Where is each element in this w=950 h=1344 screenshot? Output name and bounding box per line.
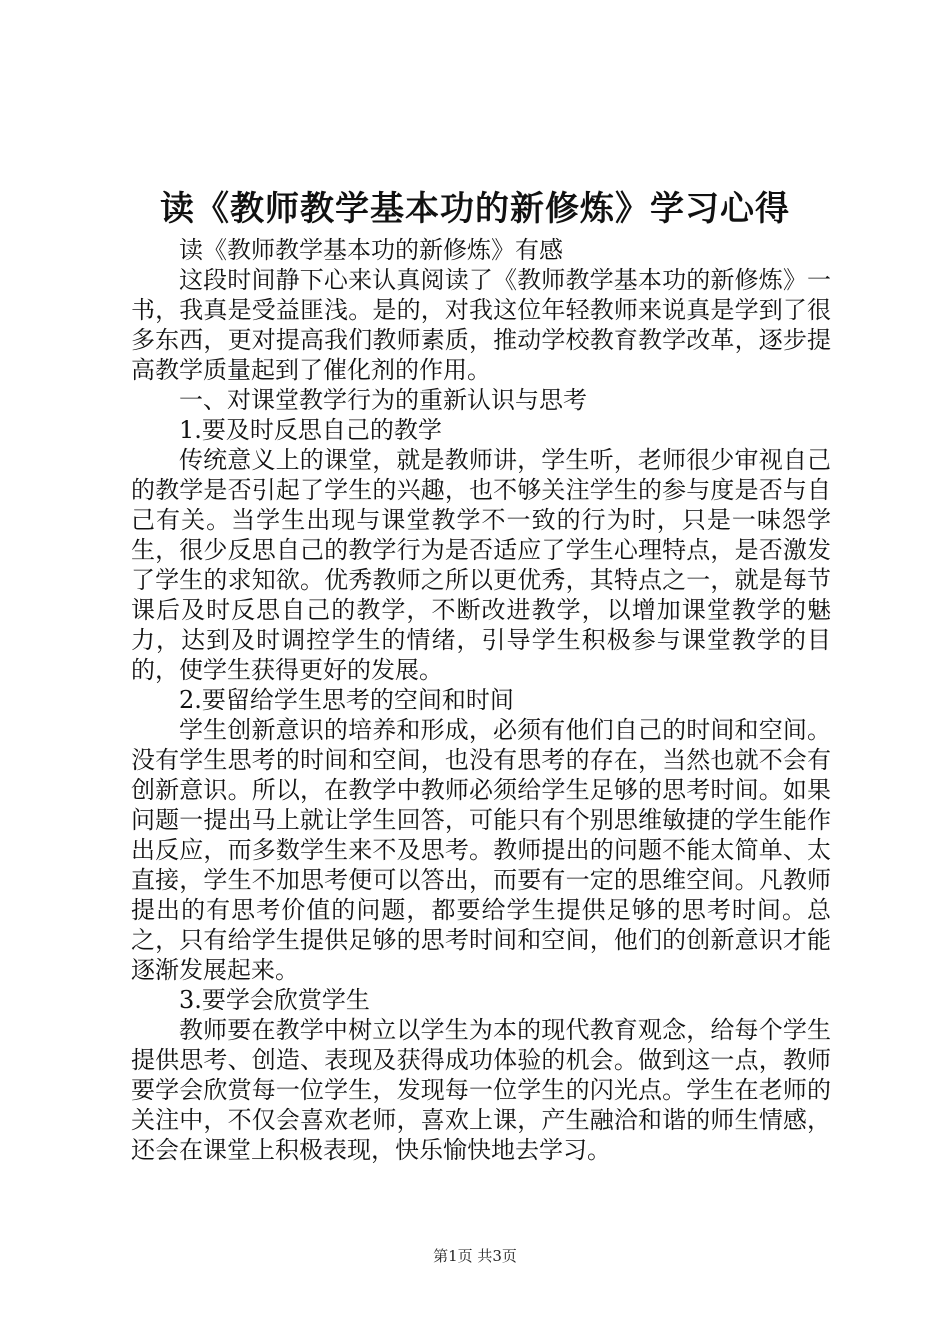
subheading-2: 2.要留给学生思考的空间和时间 bbox=[179, 686, 514, 714]
paragraph-appreciation: 教师要在教学中树立以学生为本的现代教育观念，给每个学生提供思考、创造、表现及获得成功体验的机会。做到这一点，教师要学会欣赏每一位学生，发现每一位学生的闪光点。学生在老师的关注中，不仅会喜欢老师，喜欢上课，产生融洽和谐的师生情感，还会在课堂上积极表现，快乐愉快地去学习。 bbox=[131, 1016, 831, 1164]
subheading-3: 3.要学会欣赏学生 bbox=[179, 986, 370, 1014]
paragraph-subtitle: 读《教师教学基本功的新修炼》有感 bbox=[179, 236, 563, 264]
subheading-1: 1.要及时反思自己的教学 bbox=[179, 416, 442, 444]
page-number-footer: 第1页 共3页 bbox=[433, 1247, 517, 1265]
paragraph-reflection: 传统意义上的课堂，就是教师讲，学生听，老师很少审视自己的教学是否引起了学生的兴趣，也不够关注学生的参与度是否与自己有关。当学生出现与课堂教学不一致的行为时，只是一味怨学生，很少反思自己的教学行为是否适应了学生心理特点，是否激发了学生的求知欲。优秀教师之所以更优秀，其特点之一，就是每节课后及时反思自己的教学，不断改进教学，以增加课堂教学的魅力，达到及时调控学生的情绪，引导学生积极参与课堂教学的目的，使学生获得更好的发展。 bbox=[131, 446, 831, 684]
document-title: 读《教师教学基本功的新修炼》学习心得 bbox=[160, 189, 790, 229]
document-body bbox=[131, 235, 831, 1165]
paragraph-thinking-time: 学生创新意识的培养和形成，必须有他们自己的时间和空间。没有学生思考的时间和空间，也没有思考的存在，当然也就不会有创新意识。所以，在教学中教师必须给学生足够的思考时间。如果问题一提出马上就让学生回答，可能只有个别思维敏捷的学生能作出反应，而多数学生来不及思考。教师提出的问题不能太简单、太直接，学生不加思考便可以答出，而要有一定的思维空间。凡教师提出的有思考价值的问题，都要给学生提供足够的思考时间。总之，只有给学生提供足够的思考时间和空间，他们的创新意识才能逐渐发展起来。 bbox=[131, 716, 831, 984]
section-heading-1: 一、对课堂教学行为的重新认识与思考 bbox=[179, 386, 587, 414]
paragraph-intro: 这段时间静下心来认真阅读了《教师教学基本功的新修炼》一书，我真是受益匪浅。是的，对我这位年轻教师来说真是学到了很多东西，更对提高我们教师素质，推动学校教育教学改革，逐步提高教学质量起到了催化剂的作用。 bbox=[131, 266, 831, 384]
